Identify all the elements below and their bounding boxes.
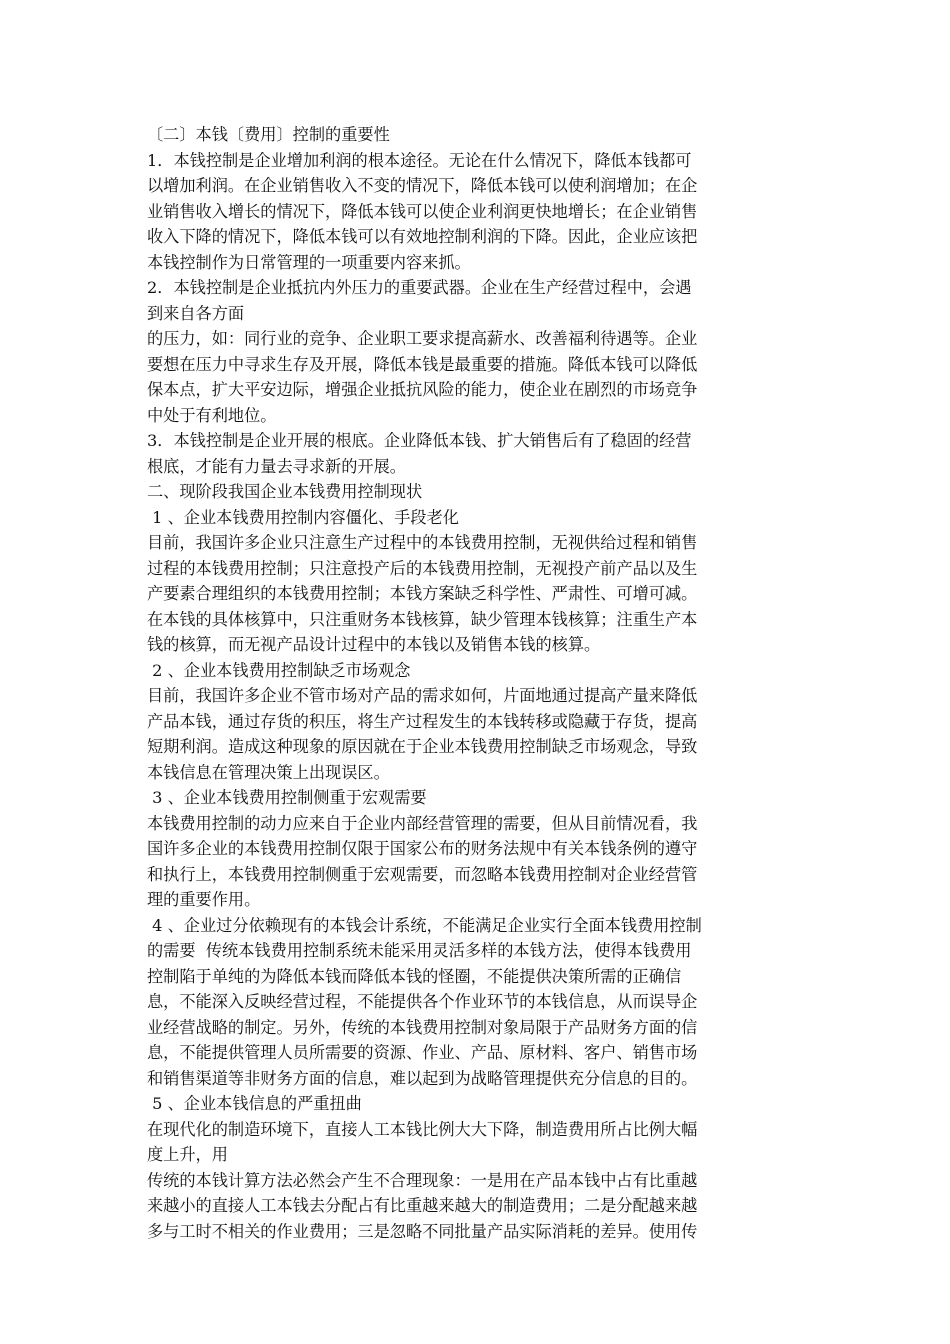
text-line: 来越小的直接人工本钱去分配占有比重越来越大的制造费用；二是分配越来越 bbox=[147, 1196, 698, 1215]
text-line: 度上升，用 bbox=[147, 1145, 228, 1164]
text-line: 控制陷于单纯的为降低本钱而降低本钱的怪圈，不能提供决策所需的正确信 bbox=[147, 966, 682, 986]
text-line: 以增加利润。在企业销售收入不变的情况下，降低本钱可以使利润增加；在企 bbox=[147, 176, 698, 195]
document-page bbox=[147, 122, 807, 1244]
text-line: 本钱控制作为日常管理的一项重要内容来抓。 bbox=[147, 252, 471, 272]
text-line: 本钱信息在管理决策上出现误区。 bbox=[147, 762, 390, 782]
text-line: 2．本钱控制是企业抵抗内外压力的重要武器。企业在生产经营过程中，会遇 bbox=[147, 278, 692, 297]
subsection-heading: 3 、企业本钱费用控制侧重于宏观需要 bbox=[147, 788, 427, 807]
text-line: 过程的本钱费用控制；只注意投产后的本钱费用控制，无视投产前产品以及生 bbox=[147, 558, 698, 578]
text-line: 到来自各方面 bbox=[147, 303, 245, 323]
text-line: 1．本钱控制是企业增加利润的根本途径。无论在什么情况下，降低本钱都可 bbox=[147, 150, 692, 170]
subsection-heading: 1 、企业本钱费用控制内容僵化、手段老化 bbox=[147, 507, 459, 527]
text-line: 目前，我国许多企业不管市场对产品的需求如何，片面地通过提高产量来降低 bbox=[147, 686, 698, 705]
text-line: 业经营战略的制定。另外，传统的本钱费用控制对象局限于产品财务方面的信 bbox=[147, 1017, 698, 1037]
text-line: 息，不能深入反映经营过程，不能提供各个作业环节的本钱信息，从而误导企 bbox=[147, 992, 698, 1011]
text-line: 在现代化的制造环境下，直接人工本钱比例大大下降，制造费用所占比例大幅 bbox=[147, 1119, 698, 1139]
text-line: 产要素合理组织的本钱费用控制；本钱方案缺乏科学性、严肃性、可增可减。 bbox=[147, 584, 698, 603]
subsection-heading: 4 、企业过分依赖现有的本钱会计系统，不能满足企业实行全面本钱费用控制 bbox=[147, 915, 702, 935]
text-line: 收入下降的情况下，降低本钱可以有效地控制利润的下降。因此，企业应该把 bbox=[147, 227, 698, 246]
text-line: 的压力，如：同行业的竞争、企业职工要求提高薪水、改善福利待遇等。企业 bbox=[147, 329, 698, 348]
text-line: 和销售渠道等非财务方面的信息，难以起到为战略管理提供充分信息的目的。 bbox=[147, 1068, 698, 1088]
section-heading: 二、现阶段我国企业本钱费用控制现状 bbox=[147, 482, 423, 501]
text-line: 产品本钱，通过存货的积压，将生产过程发生的本钱转移或隐藏于存货，提高 bbox=[147, 711, 698, 731]
text-line: 要想在压力中寻求生存及开展，降低本钱是最重要的措施。降低本钱可以降低 bbox=[147, 354, 698, 374]
text-line: 3．本钱控制是企业开展的根底。企业降低本钱、扩大销售后有了稳固的经营 bbox=[147, 431, 692, 450]
text-line: 业销售收入增长的情况下，降低本钱可以使企业利润更快地增长；在企业销售 bbox=[147, 201, 698, 221]
text-line: 目前，我国许多企业只注意生产过程中的本钱费用控制，无视供给过程和销售 bbox=[147, 533, 698, 552]
text-line: 短期利润。造成这种现象的原因就在于企业本钱费用控制缺乏市场观念，导致 bbox=[147, 737, 698, 756]
text-line: 中处于有利地位。 bbox=[147, 405, 277, 425]
subsection-heading: 5 、企业本钱信息的严重扭曲 bbox=[147, 1094, 362, 1113]
text-line: 多与工时不相关的作业费用；三是忽略不同批量产品实际消耗的差异。使用传 bbox=[147, 1221, 698, 1241]
text-line: 理的重要作用。 bbox=[147, 890, 261, 909]
text-line: 国许多企业的本钱费用控制仅限于国家公布的财务法规中有关本钱条例的遵守 bbox=[147, 839, 698, 858]
section-heading: 〔二〕本钱〔费用〕控制的重要性 bbox=[147, 125, 390, 144]
text-line: 的需要 传统本钱费用控制系统未能采用灵活多样的本钱方法，使得本钱费用 bbox=[147, 941, 692, 960]
text-line: 和执行上，本钱费用控制侧重于宏观需要，而忽略本钱费用控制对企业经营管 bbox=[147, 864, 698, 884]
text-line: 传统的本钱计算方法必然会产生不合理现象：一是用在产品本钱中占有比重越 bbox=[147, 1170, 698, 1190]
text-line: 本钱费用控制的动力应来自于企业内部经营管理的需要，但从目前情况看，我 bbox=[147, 813, 698, 833]
text-line: 根底，才能有力量去寻求新的开展。 bbox=[147, 456, 406, 476]
text-line: 保本点，扩大平安边际，增强企业抵抗风险的能力，使企业在剧烈的市场竞争 bbox=[147, 380, 698, 399]
text-line: 息，不能提供管理人员所需要的资源、作业、产品、原材料、客户、销售市场 bbox=[147, 1043, 698, 1062]
text-line: 钱的核算，而无视产品设计过程中的本钱以及销售本钱的核算。 bbox=[147, 635, 601, 654]
subsection-heading: 2 、企业本钱费用控制缺乏市场观念 bbox=[147, 660, 411, 680]
text-line: 在本钱的具体核算中，只注重财务本钱核算，缺少管理本钱核算；注重生产本 bbox=[147, 609, 698, 629]
